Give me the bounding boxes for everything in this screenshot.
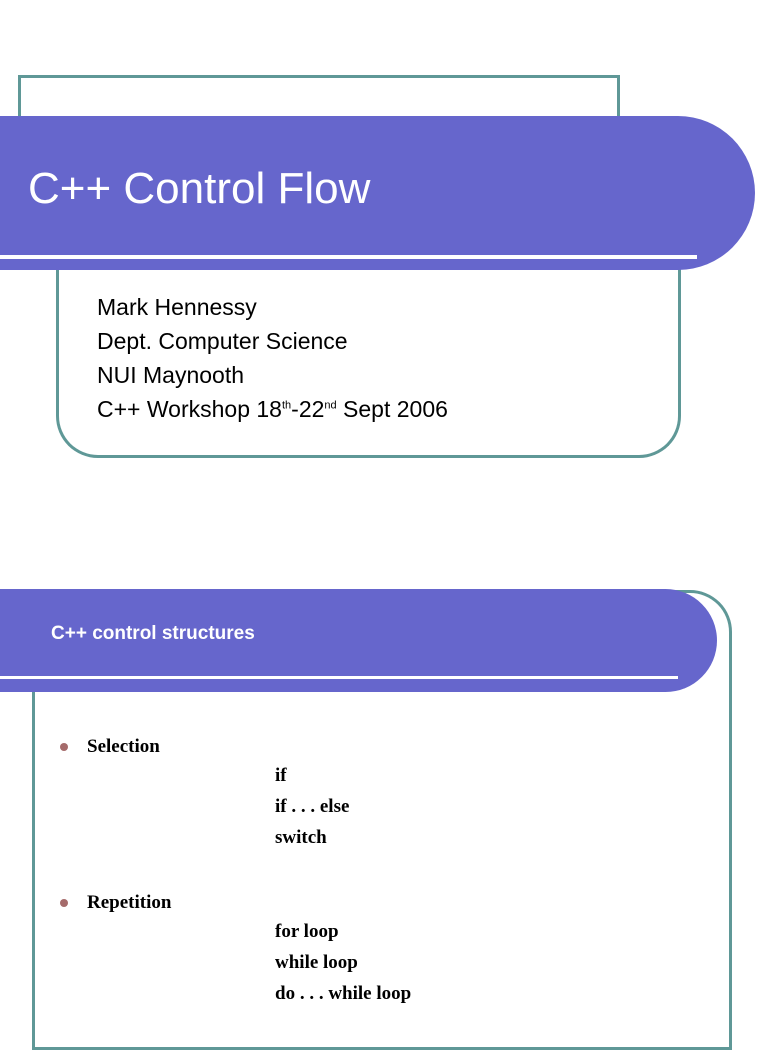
section-selection bbox=[60, 734, 349, 853]
institution: NUI Maynooth bbox=[97, 362, 245, 388]
author-name: Mark Hennessy bbox=[97, 294, 257, 320]
bullet-icon bbox=[60, 743, 68, 751]
workshop-suffix: Sept 2006 bbox=[336, 396, 448, 422]
slide-title: C++ control structures bbox=[51, 623, 255, 644]
list-item: for loop bbox=[275, 921, 339, 942]
section-repetition bbox=[60, 890, 411, 1009]
control-structures-slide bbox=[0, 500, 768, 1024]
workshop-prefix: C++ Workshop 18 bbox=[97, 396, 282, 422]
repetition-items bbox=[60, 916, 411, 1009]
list-item: do . . . while loop bbox=[275, 983, 412, 1004]
workshop-dates bbox=[97, 392, 448, 426]
title-slide bbox=[0, 0, 768, 500]
title-underline bbox=[0, 255, 697, 259]
ordinal-th: th bbox=[281, 399, 292, 412]
ordinal-nd: nd bbox=[324, 399, 337, 412]
section-label: Repetition bbox=[87, 892, 172, 913]
slide-title: C++ Control Flow bbox=[28, 164, 371, 213]
selection-items bbox=[60, 760, 349, 853]
list-item: if . . . else bbox=[275, 796, 350, 817]
section-label: Selection bbox=[87, 736, 160, 757]
list-item: switch bbox=[275, 827, 327, 848]
title-underline bbox=[0, 676, 678, 679]
subtitle-list bbox=[97, 290, 448, 426]
list-item: if bbox=[275, 765, 287, 786]
bullet-icon bbox=[60, 899, 68, 907]
section-heading bbox=[60, 734, 349, 760]
workshop-middle: -22 bbox=[291, 396, 325, 422]
department: Dept. Computer Science bbox=[97, 328, 348, 354]
section-heading bbox=[60, 890, 411, 916]
list-item: while loop bbox=[275, 952, 358, 973]
